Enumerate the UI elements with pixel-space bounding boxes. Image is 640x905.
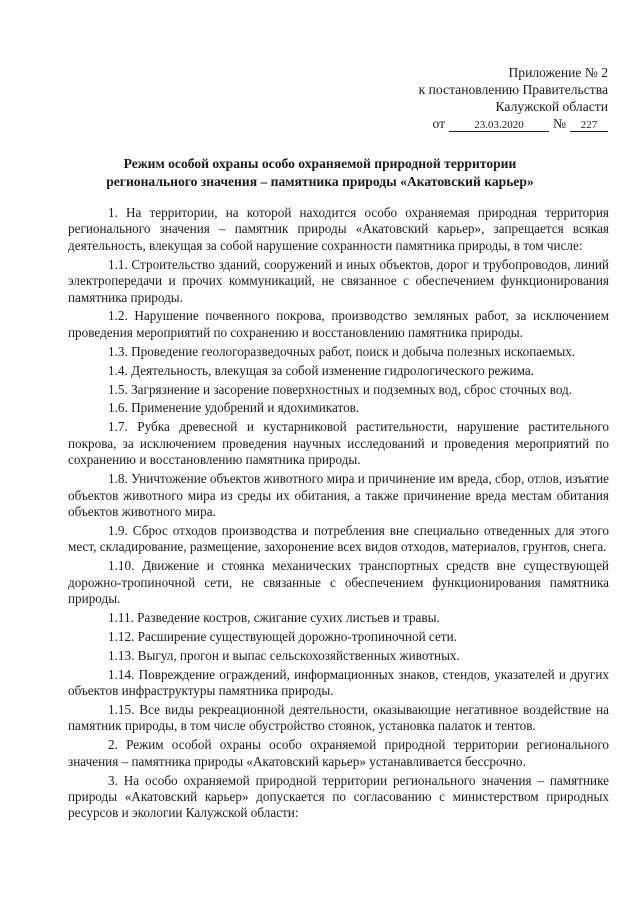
title-line-2: регионального значения – памятника природы «Акатовский карьер» [106, 174, 534, 189]
paragraph-2: 2. Режим особой охраны особо охраняемой природной территории регионального значения – памятника природы «Акатовский карьер» устанавливается бессрочно. [68, 737, 609, 769]
paragraph-3: 3. На особо охраняемой природной территории регионального значения – памятнике природы «Акатовский карьер» допускается по согласованию с министерством природных ресурсов и экологии Калужской области: [68, 772, 609, 821]
paragraph-1-8: 1.8. Уничтожение объектов животного мира и причинение им вреда, сбор, отлов, изъятие объектов животного мира из среды их обитания, а также причинение вреда местам обитания объектов животного мира. [68, 471, 609, 519]
paragraph-1-2: 1.2. Нарушение почвенного покрова, производство земляных работ, за исключением проведения мероприятий по сохранению и восстановлению памятника природы. [68, 308, 609, 340]
document-body [68, 205, 609, 824]
title-line-1: Режим особой охраны особо охраняемой природной территории [123, 156, 517, 171]
paragraph-1-7: 1.7. Рубка древесной и кустарниковой растительности, нарушение растительного покрова, за исключением проведения научных исследований и проведения мероприятий по сохранению и восстановлению памятника природы. [68, 419, 609, 468]
paragraph-1-1: 1.1. Строительство зданий, сооружений и иных объектов, дорог и трубопроводов, линий электропередачи и прочих коммуникаций, не связанное с обеспечением функционирования памятника природы. [68, 256, 609, 305]
paragraph-1-10: 1.10. Движение и стоянка механических транспортных средств вне существующей дорожно-тропиночной сети, не связанные с обеспечением функционирования памятника природы. [68, 558, 609, 606]
number-label: № [553, 116, 566, 131]
appendix-header [419, 64, 608, 132]
paragraph-1-14: 1.14. Повреждение ограждений, информационных знаков, стендов, указателей и других объектов инфраструктуры памятника природы. [68, 666, 609, 698]
paragraph-1-6: 1.6. Применение удобрений и ядохимикатов. [108, 400, 360, 416]
from-label: от [432, 116, 446, 131]
paragraph-1-15: 1.15. Все виды рекреационной деятельности, оказывающие негативное воздействие на памятник природы, в том числе обустройство стоянок, установка палаток и тентов. [68, 701, 609, 734]
appendix-reference: к постановлению Правительства [418, 82, 608, 97]
paragraph-1-13: 1.13. Выгул, прогон и выпас сельскохозяйственных животных. [108, 647, 460, 663]
paragraph-1-4: 1.4. Деятельность, влекущая за собой изменение гидрологического режима. [108, 362, 534, 378]
paragraph-1-5: 1.5. Загрязнение и засорение поверхностных и подземных вод, сброс сточных вод. [108, 381, 573, 397]
document-title [60, 155, 580, 191]
paragraph-1-3: 1.3. Проведение геологоразведочных работ, поиск и добыча полезных ископаемых. [108, 343, 576, 359]
paragraph-1-12: 1.12. Расширение существующей дорожно-тропиночной сети. [108, 628, 457, 644]
paragraph-1: 1. На территории, на которой находится особо охраняемая природная территория регионального значения – памятник природы «Акатовский карьер», запрещается всякая деятельность, влекущая за собой нарушение сохранности памятника природы, в том числе: [68, 205, 609, 253]
resolution-date: 23.03.2020 [449, 119, 549, 132]
paragraph-1-11: 1.11. Разведение костров, сжигание сухих листьев и травы. [108, 609, 440, 625]
paragraph-1-9: 1.9. Сброс отходов производства и потребления вне специально отведенных для этого мест, складирование, размещение, захоронение всех видов отходов, материалов, грунтов, снега. [68, 522, 609, 555]
resolution-date-line [432, 115, 608, 132]
appendix-region: Калужской области [495, 99, 608, 114]
resolution-number: 227 [570, 119, 608, 132]
appendix-number: Приложение № 2 [508, 65, 608, 80]
